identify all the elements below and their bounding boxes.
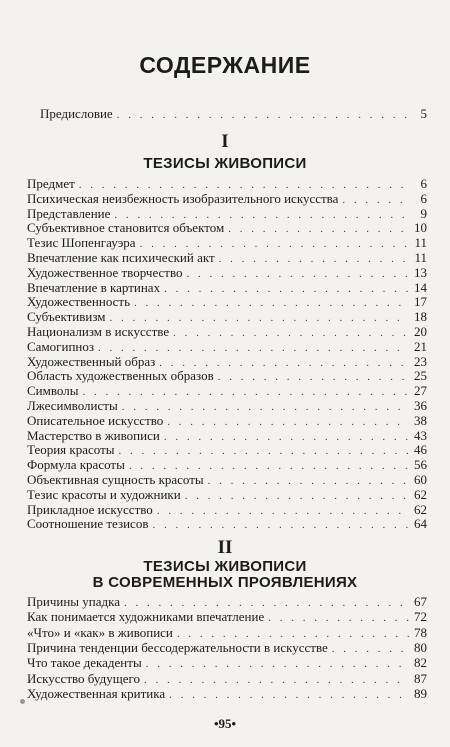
toc-entry-page: 60 — [414, 472, 427, 487]
toc-entry-label: Искусство будущего — [27, 670, 141, 686]
leader-dots — [117, 108, 409, 123]
part-1-title: ТЕЗИСЫ ЖИВОПИСИ — [143, 155, 307, 172]
toc-entry-label: Формула красоты — [27, 457, 125, 473]
toc-entry-page: 89 — [414, 685, 427, 701]
part-2-title-line-2: В СОВРЕМЕННЫХ ПРОЯВЛЕНИЯХ — [92, 574, 358, 591]
toc-entry-label: Объективная сущность красоты — [27, 472, 204, 487]
toc-entry-page: 6 — [420, 190, 427, 206]
toc-entry-page: 36 — [414, 398, 427, 413]
toc-entry-page: 64 — [414, 516, 427, 532]
toc-entry-page: 25 — [414, 368, 427, 384]
toc-entry-page: 9 — [420, 205, 427, 221]
toc-entry-label: Мастерство в живописи — [27, 427, 160, 443]
page-title: СОДЕРЖАНИЕ — [139, 52, 311, 78]
page-number: •95• — [213, 716, 237, 731]
toc-entry-page: 17 — [414, 294, 427, 310]
toc-entry-label: Предисловие — [40, 106, 113, 121]
toc-entry-page: 82 — [414, 655, 427, 671]
toc-entry-label: Соотношение тезисов — [27, 516, 149, 532]
toc-entry-label: Как понимается художниками впечатление — [27, 609, 265, 625]
toc-entry-label: Теория красоты — [27, 442, 115, 458]
toc-entry-page: 14 — [414, 279, 427, 295]
toc-entry-page: 62 — [414, 501, 427, 517]
toc-entry-page: 78 — [414, 624, 427, 640]
toc-entry-label: Причины упадка — [27, 594, 121, 609]
toc-entry-page: 20 — [414, 324, 427, 339]
toc-entry-page: 80 — [414, 639, 427, 655]
toc-entry-label: Символы — [27, 383, 79, 399]
toc-entry-label: Художественный образ — [27, 353, 156, 369]
toc-entry-label: Тезис красоты и художники — [27, 486, 181, 502]
toc-entry-label: Психическая неизбежность изобразительного искусства — [27, 190, 339, 206]
toc-entry-label: Причина тенденции бессодержательности в искусстве — [27, 639, 328, 655]
toc-entry-label: Что такое декаденты — [27, 655, 142, 671]
toc-entry-page: 87 — [414, 670, 427, 686]
leader-dots — [152, 518, 409, 533]
toc-entry-label: Предмет — [27, 176, 75, 191]
toc-entry-page: 62 — [414, 486, 427, 502]
toc-entry-label: Впечатление в картинах — [27, 279, 161, 295]
toc-entry-label: Субъективное становится объектом — [27, 220, 225, 236]
toc-entry-page: 46 — [414, 442, 427, 458]
toc-entry-page: 67 — [414, 594, 427, 609]
toc-entry-label: Область художественных образов — [27, 368, 214, 384]
part-2-numeral: II — [217, 537, 233, 558]
toc-entry-page: 43 — [414, 427, 427, 443]
part-1-numeral: I — [221, 131, 229, 152]
toc-entry-label: Самогипноз — [27, 338, 95, 354]
toc-entry-label: Описательное искусство — [27, 412, 164, 428]
toc-entry-page: 5 — [420, 106, 427, 121]
toc-entry-label: Субъективизм — [27, 309, 106, 325]
leader-dots — [169, 688, 409, 703]
toc-entry-label: Национализм в искусстве — [27, 324, 170, 339]
part-2-title-line-1: ТЕЗИСЫ ЖИВОПИСИ — [143, 558, 307, 575]
toc-entry-page: 13 — [414, 264, 427, 280]
toc-entry-page: 38 — [414, 412, 427, 428]
toc-entry-label: Художественное творчество — [27, 264, 183, 280]
toc-entry-label: Художественная критика — [27, 685, 166, 701]
toc-entry-page: 6 — [420, 176, 427, 191]
bleed-through-text — [0, 10, 450, 22]
toc-entry-page: 27 — [414, 383, 427, 399]
toc-entry-label: Тезис Шопенгауэра — [27, 235, 136, 251]
toc-entry — [27, 686, 427, 703]
toc-entry-page: 10 — [414, 220, 427, 236]
toc-entry-page: 23 — [414, 353, 427, 369]
toc-entry-label: Представление — [27, 205, 111, 221]
page-mark — [20, 699, 25, 704]
toc-entry-page: 21 — [414, 338, 427, 354]
toc-entry-label: Лжесимволисты — [27, 398, 118, 413]
toc-entry-label: Художественность — [27, 294, 131, 310]
toc-entry — [27, 516, 427, 533]
toc-entry-label: Прикладное искусство — [27, 501, 153, 517]
toc-entry-label: Впечатление как психический акт — [27, 250, 215, 265]
toc-entry-page: 18 — [414, 309, 427, 325]
toc-entry-label: «Что» и «как» в живописи — [27, 624, 173, 640]
toc-entry-page: 11 — [414, 235, 427, 251]
toc-entry-page: 56 — [414, 457, 427, 473]
toc-entry-preface — [40, 106, 427, 123]
toc-entry-page: 72 — [414, 609, 427, 625]
toc-entry-page: 11 — [414, 250, 427, 265]
